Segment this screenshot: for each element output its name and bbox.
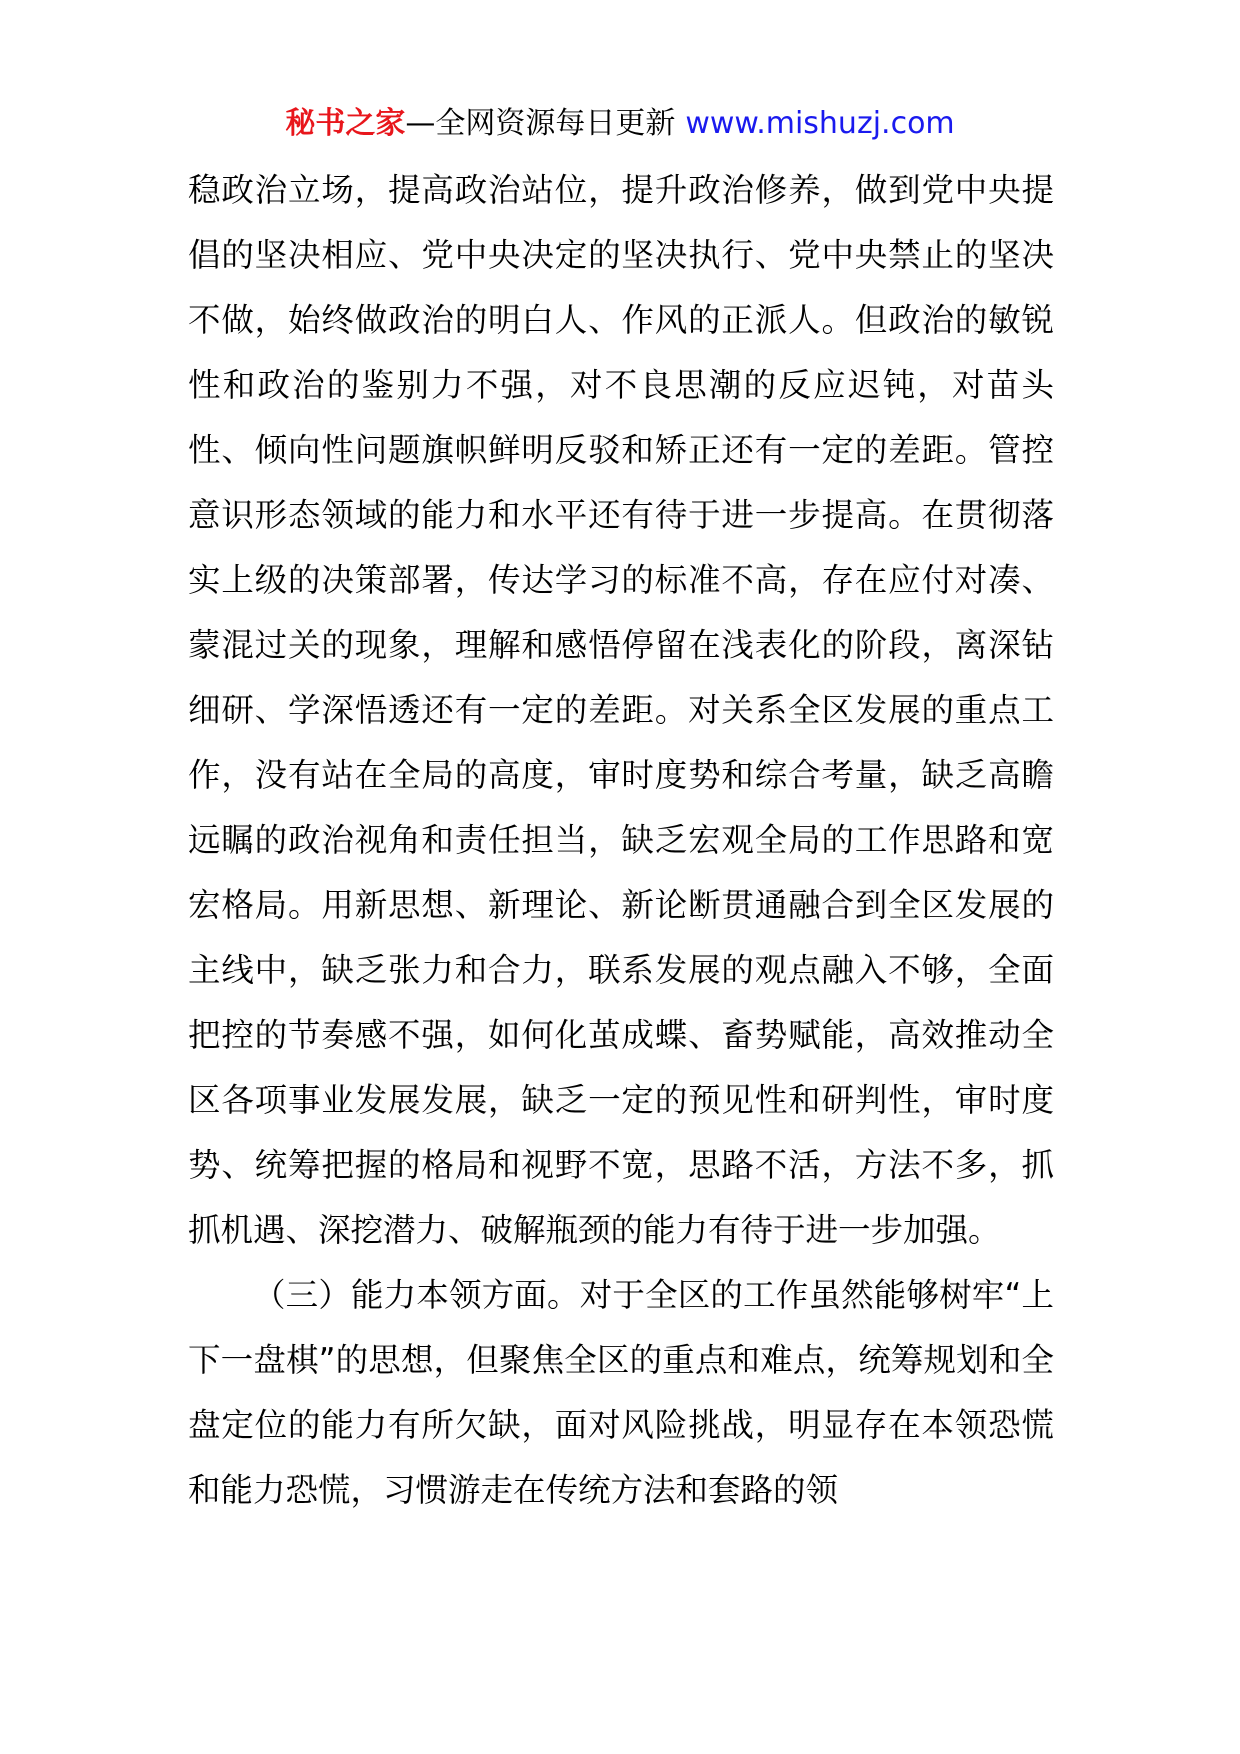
paragraph-continued: 稳政治立场，提高政治站位，提升政治修养，做到党中央提倡的坚决相应、党中央决定的坚决执行、党中央禁止的坚决不做，始终做政治的明白人、作风的正派人。但政治的敏锐性和政治的鉴别力不强，对不良思潮的反应迟钝，对苗头性、倾向性问题旗帜鲜明反驳和矫正还有一定的差距。管控意识形态领域的能力和水平还有待于进一步提高。在贯彻落实上级的决策部署，传达学习的标准不高，存在应付对凑、蒙混过关的现象，理解和感悟停留在浅表化的阶段，离深钻细研、学深悟透还有一定的差距。对关系全区发展的重点工作，没有站在全局的高度，审时度势和综合考量，缺乏高瞻远瞩的政治视角和责任担当，缺乏宏观全局的工作思路和宽宏格局。用新思想、新理论、新论断贯通融合到全区发展的主线中，缺乏张力和合力，联系发展的观点融入不够，全面把控的节奏感不强，如何化茧成蝶、畜势赋能，高效推动全区各项事业发展发展，缺乏一定的预见性和研判性，审时度势、统筹把握的格局和视野不宽，思路不活，方法不多，抓抓机遇、深挖潜力、破解瓶颈的能力有待于进一步加强。 <box>188 171 1054 1249</box>
header-tagline: —全网资源每日更新 <box>405 106 676 141</box>
brand-name: 秘书之家 <box>285 106 406 141</box>
page-header <box>0 100 1240 148</box>
site-url-link[interactable]: www.mishuzj.com <box>685 106 955 141</box>
paragraph-section-three: （三）能力本领方面。对于全区的工作虽然能够树牢“上下一盘棋”的思想，但聚焦全区的重点和难点，统筹规划和全盘定位的能力有所欠缺，面对风险挑战，明显存在本领恐慌和能力恐慌，习惯游走在传统方法和套路的领 <box>188 1276 1054 1509</box>
document-body <box>188 158 1054 1523</box>
